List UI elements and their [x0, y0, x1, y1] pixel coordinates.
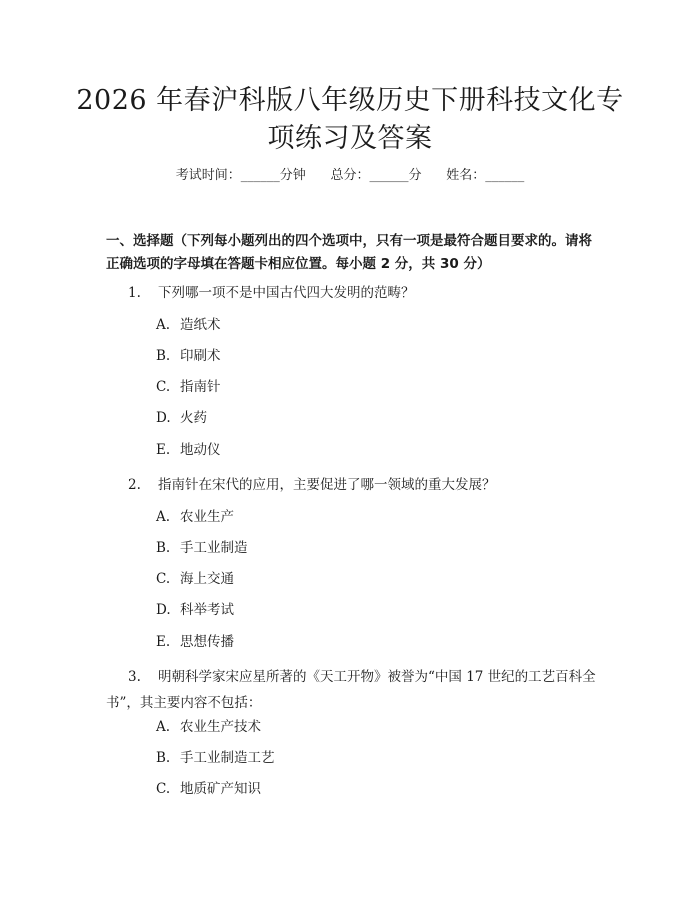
option-letter: E. [156, 442, 171, 458]
section-heading: 一、选择题（下列每小题列出的四个选项中，只有一项是最符合题目要求的。请将正确选项的字母填在答题卡相应位置。每小题 2 分，共 30 分） [106, 233, 592, 272]
option-letter: D. [156, 410, 171, 426]
doc-title-line-2: 项练习及答案 [267, 123, 433, 154]
question-1-option-c [156, 377, 221, 397]
question-2-option-c [156, 569, 234, 589]
option-letter: A. [156, 509, 171, 525]
option-text: 科举考试 [180, 602, 234, 618]
option-text: 思想传播 [180, 634, 234, 650]
question-2-text: 指南针在宋代的应用，主要促进了哪一领域的重大发展？ [158, 477, 496, 493]
question-3-option-c [156, 779, 261, 799]
question-3-option-a [156, 717, 261, 737]
option-letter: D. [156, 602, 171, 618]
question-1-number: 1. [128, 285, 141, 301]
question-1-option-a [156, 315, 221, 335]
doc-title-line-1: 2026 年春沪科版八年级历史下册科技文化专 [76, 85, 624, 116]
question-3-option-b [156, 748, 275, 768]
option-letter: C. [156, 781, 171, 797]
option-text: 手工业制造工艺 [180, 750, 275, 766]
option-letter: C. [156, 571, 171, 587]
option-text: 指南针 [180, 379, 221, 395]
option-letter: A. [156, 317, 171, 333]
question-1-option-b [156, 346, 221, 366]
option-letter: E. [156, 634, 171, 650]
option-text: 海上交通 [180, 571, 234, 587]
question-3-number: 3. [128, 669, 141, 685]
option-letter: B. [156, 540, 171, 556]
question-1-option-d [156, 408, 207, 428]
question-2-option-d [156, 600, 234, 620]
question-1-option-e [156, 440, 221, 460]
question-3-text [106, 664, 602, 716]
question-2-option-b [156, 538, 248, 558]
option-text: 手工业制造 [180, 540, 248, 556]
question-2-option-a [156, 507, 234, 527]
option-text: 印刷术 [180, 348, 221, 364]
option-text: 地动仪 [180, 442, 221, 458]
question-3-text-content: 明朝科学家宋应星所著的《天工开物》被誉为“中国 17 世纪的工艺百科全书”，其主要内容不包括： [106, 669, 596, 711]
exam-meta-line: 考试时间：______分钟 总分：______分 姓名：______ [175, 168, 525, 183]
option-letter: A. [156, 719, 171, 735]
option-text: 地质矿产知识 [180, 781, 261, 797]
question-2-option-e [156, 632, 234, 652]
option-text: 农业生产技术 [180, 719, 261, 735]
option-text: 造纸术 [180, 317, 221, 333]
question-2-number: 2. [128, 477, 141, 493]
option-letter: C. [156, 379, 171, 395]
option-letter: B. [156, 750, 171, 766]
option-letter: B. [156, 348, 171, 364]
question-1-text: 下列哪一项不是中国古代四大发明的范畴？ [158, 285, 415, 301]
option-text: 农业生产 [180, 509, 234, 525]
option-text: 火药 [180, 410, 207, 426]
